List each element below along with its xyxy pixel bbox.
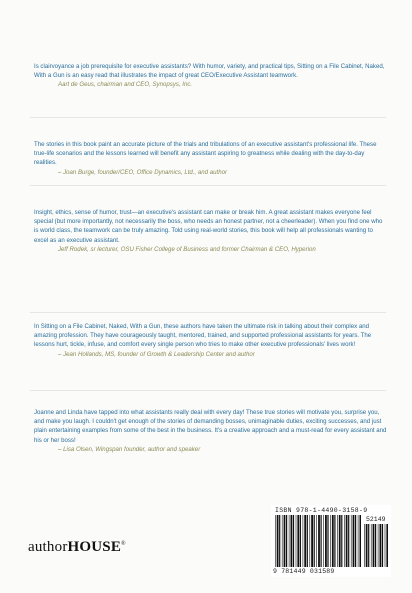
divider — [30, 312, 386, 313]
price-code: 52149 — [366, 516, 386, 523]
endorsement-text: Is clairvoyance a job prerequisite for executive assistants? With humor, variety, and practical tips, Sitting on a File Cabinet, Naked, With a Gun is an easy read that illustrates the impact of great CEO/Executive Assistant teamwork. — [34, 63, 385, 80]
divider — [30, 390, 386, 391]
endorsement-text: The stories in this book paint an accurate picture of the trials and tribulations of an executive assistant's professional life. These true-life scenarios and the lessons learned will benefit any assistant aspiring to greatness while dealing with the day-to-day realities. — [34, 141, 377, 167]
ean-digits: 9 781449 031589 — [273, 568, 335, 575]
endorsement-3 — [34, 208, 388, 254]
endorsement-attribution: – Lisa Olsen, Wingspan founder, author and speaker — [58, 445, 201, 453]
isbn-barcode-block — [271, 505, 391, 577]
endorsement-attribution: Jeff Rodek, sr lecturer, OSU Fisher College of Business and former Chairman & CEO, Hyperion — [58, 245, 316, 253]
endorsement-5 — [34, 408, 388, 454]
endorsement-4 — [34, 322, 388, 359]
divider — [30, 185, 386, 186]
endorsement-attribution: – Jean Hollands, MS, founder of Growth & Leadership Center and author — [58, 350, 255, 358]
logo-bold-text: HOUSE — [67, 539, 122, 555]
endorsement-2 — [34, 140, 388, 177]
endorsement-attribution: – Joan Burge, founder/CEO, Office Dynamics, Ltd., and author — [58, 168, 228, 176]
endorsement-text: Insight, ethics, sense of humor, trust—an executive's assistant can make or break him. A great assistant makes everyone feel special (but more importantly, not necessarily the boss, who needs an honest partner, not a cheerleader). When you find one who is world class, the teamwork can be truly amazing. Told using real-world stories, this book will help all professionals wanting to excel as an executive assistant. — [34, 209, 383, 244]
divider — [30, 117, 386, 118]
endorsement-attribution: Aart de Geus, chairman and CEO, Synopsys, Inc. — [58, 81, 193, 89]
endorsement-text: In Sitting on a File Cabinet, Naked, With a Gun, these authors have taken the ultimate risk in talking about their complex and amazing profession. They have courageously taught, mentored, trained, and supported professional assistants for years. The lessons hurt, tickle, infuse, and comfort every single person who tries to make other executive professionals' lives work! — [34, 323, 372, 349]
logo-light-text: author — [28, 539, 68, 555]
publisher-logo — [28, 539, 126, 556]
isbn-label: ISBN 978-1-4490-3158-9 — [275, 507, 368, 514]
endorsement-1 — [34, 62, 388, 90]
endorsement-text: Joanne and Linda have tapped into what assistants really deal with every day! These true stories will motivate you, surprise you, and make you laugh. I couldn't get enough of the stories of demanding bosses, unimaginable duties, exciting successes, and just plain entertaining examples from some of the best in the business. It's a creative approach and a must-read for every assistant and his or her boss! — [34, 409, 387, 444]
registered-mark: ® — [121, 541, 126, 547]
barcode-addon-icon — [364, 524, 388, 567]
barcode-main-icon — [275, 515, 361, 567]
